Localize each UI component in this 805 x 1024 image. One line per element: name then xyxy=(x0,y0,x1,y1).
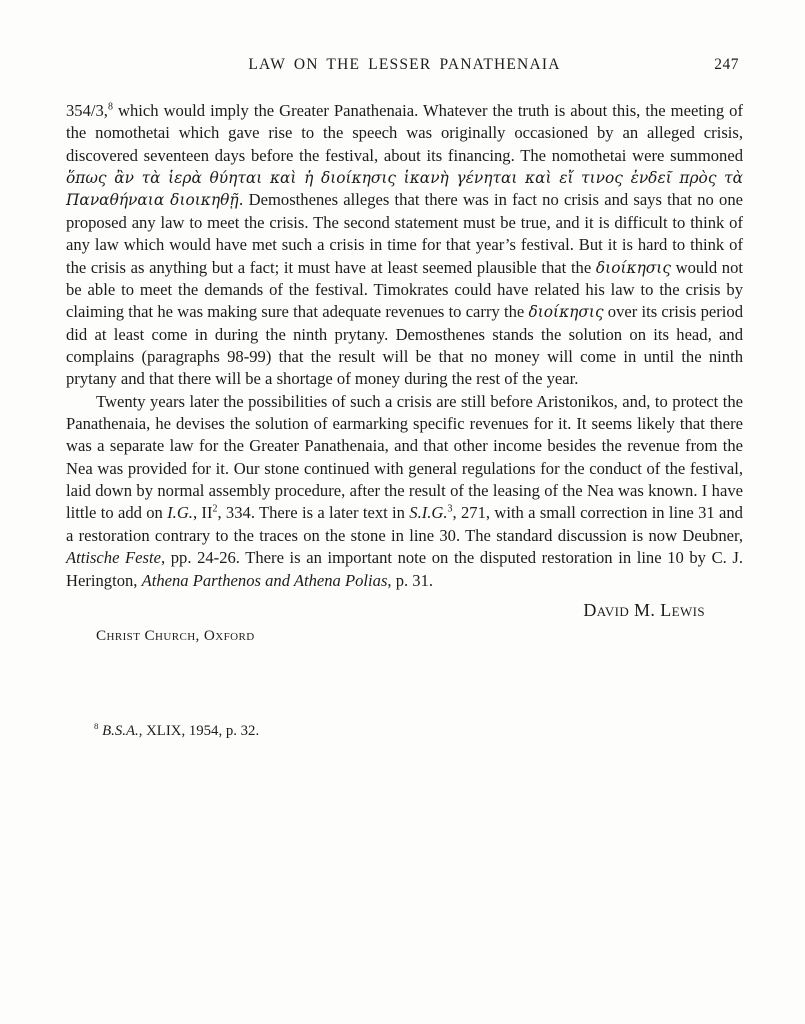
body-text: , p. 31. xyxy=(387,570,434,590)
author-affiliation: Christ Church, Oxford xyxy=(96,626,255,644)
footnote xyxy=(94,720,743,740)
article-body xyxy=(66,100,743,592)
body-text: which would imply the Greater Panathenaia. Whatever the truth is about this, the meeting of the nomothetai which gave rise to the speech was originally occasioned by an alleged crisis, discovered seventeen days before the festival, about its financing. The nomothetai were summoned xyxy=(66,101,743,165)
superscript: 2 xyxy=(212,503,218,515)
body-text: , 271, with a small correction in line 31 and a restoration contrary to the traces on the stone in line 30. The standard discussion is now Deubner, xyxy=(66,503,743,545)
greek-text: ὅπως ἂν τὰ ἱερὰ θύηται καὶ ἡ διοίκησις ἱκανὴ γένηται καὶ εἴ τινος ἐνδεῖ πρὸς τὰ Παναθήναια διοικηθῇ. xyxy=(66,169,743,210)
paragraph xyxy=(66,391,743,592)
page-header xyxy=(66,56,743,74)
body-text: would not be able to meet the demands of the festival. Timokrates could have related his law to the crisis by claiming that he was making sure that adequate revenues to carry the xyxy=(66,257,743,322)
superscript: 8 xyxy=(107,101,113,113)
author-signature: David M. Lewis xyxy=(583,599,705,620)
italic-text: I.G. xyxy=(167,503,193,523)
greek-text: διοίκησις xyxy=(528,303,604,322)
superscript: 3 xyxy=(447,503,453,515)
body-text: 354/3, xyxy=(66,101,108,120)
body-text: Twenty years later the possibilities of such a crisis are still before Aristonikos, and, to protect the Panathenaia, he devises the solution of earmarking specific revenues for it. It seems likely that there was a separate law for the Greater Panathenaia, and that other income besides the revenue from the Nea was provided for it. Our stone continued with general regulations for the conduct of the festival, laid down by normal assembly procedure, after the result of the leasing of the Nea was known. I have little to add on xyxy=(66,391,743,523)
paragraph xyxy=(66,100,743,391)
body-text: , XLIX, 1954, p. 32. xyxy=(138,722,260,739)
italic-text: S.I.G. xyxy=(409,503,448,523)
body-text: over its crisis period did at least come in during the ninth prytany. Demosthenes stands the solution on its head, and complains (paragraphs 98-99) that the result will be that no money will come in until the ninth prytany and that there will be a shortage of money during the rest of the year. xyxy=(66,302,743,389)
greek-text: διοίκησις xyxy=(595,258,671,277)
body-text: , pp. 24-26. There is an important note on the disputed restoration in line 10 by C. J. Herington, xyxy=(66,548,743,590)
superscript: 8 xyxy=(94,720,99,731)
page-number: 247 xyxy=(714,56,739,73)
italic-text: B.S.A. xyxy=(102,722,139,739)
body-text: , II xyxy=(192,503,213,523)
body-text: , 334. There is a later text in xyxy=(217,503,410,523)
running-title: LAW ON THE LESSER PANATHENAIA xyxy=(248,56,561,73)
italic-text: Athena Parthenos and Athena Polias xyxy=(141,570,388,590)
italic-text: Attische Feste xyxy=(66,548,161,568)
body-text: Demosthenes alleges that there was in fact no crisis and says that no one proposed any law to meet the crisis. The second statement must be true, and it is difficult to think of any law which would have met such a crisis in time for that year’s festival. But it is hard to think of the crisis as anything but a fact; it must have at least seemed plausible that the xyxy=(66,190,743,277)
